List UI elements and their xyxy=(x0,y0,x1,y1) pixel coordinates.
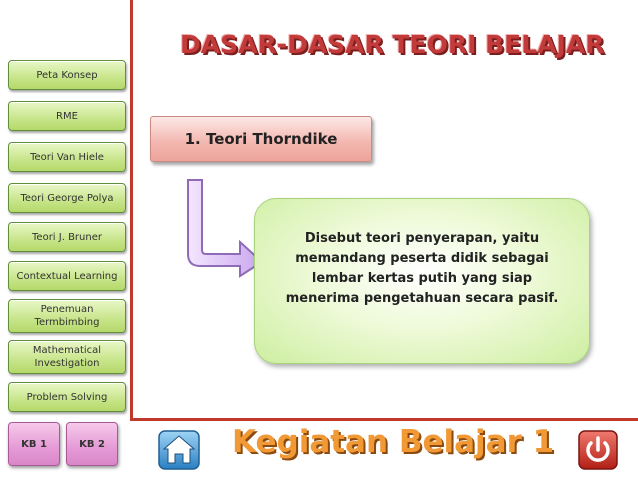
footer-divider xyxy=(130,418,638,421)
section-heading: 1. Teori Thorndike xyxy=(150,116,372,162)
sidebar-item-peta-konsep[interactable]: Peta Konsep xyxy=(8,60,126,90)
sidebar-item-penemuan-termbimbing[interactable]: Penemuan Termbimbing xyxy=(8,299,126,333)
page-title: DASAR-DASAR TEORI BELAJAR xyxy=(180,30,605,59)
sidebar-divider xyxy=(130,0,133,420)
footer-title: Kegiatan Belajar 1 xyxy=(232,424,555,460)
sidebar-item-mathematical-investigation[interactable]: Mathematical Investigation xyxy=(8,340,126,374)
power-icon[interactable] xyxy=(578,430,618,470)
sidebar-item-contextual-learning[interactable]: Contextual Learning xyxy=(8,261,126,291)
kb1-button[interactable]: KB 1 xyxy=(8,422,60,466)
sidebar-item-rme[interactable]: RME xyxy=(8,101,126,131)
description-text: Disebut teori penyerapan, yaitu memandang peserta didik sebagai lembar kertas putih yang siap menerima pengetahuan secara pasif. xyxy=(285,231,559,306)
sidebar-item-problem-solving[interactable]: Problem Solving xyxy=(8,382,126,412)
sidebar-item-teori-j-bruner[interactable]: Teori J. Bruner xyxy=(8,222,126,252)
bent-arrow-icon xyxy=(184,178,264,278)
home-icon[interactable] xyxy=(158,430,200,470)
sidebar-item-teori-george-polya[interactable]: Teori George Polya xyxy=(8,183,126,213)
kb2-button[interactable]: KB 2 xyxy=(66,422,118,466)
description-box xyxy=(254,198,590,364)
sidebar-item-teori-van-hiele[interactable]: Teori Van Hiele xyxy=(8,142,126,172)
